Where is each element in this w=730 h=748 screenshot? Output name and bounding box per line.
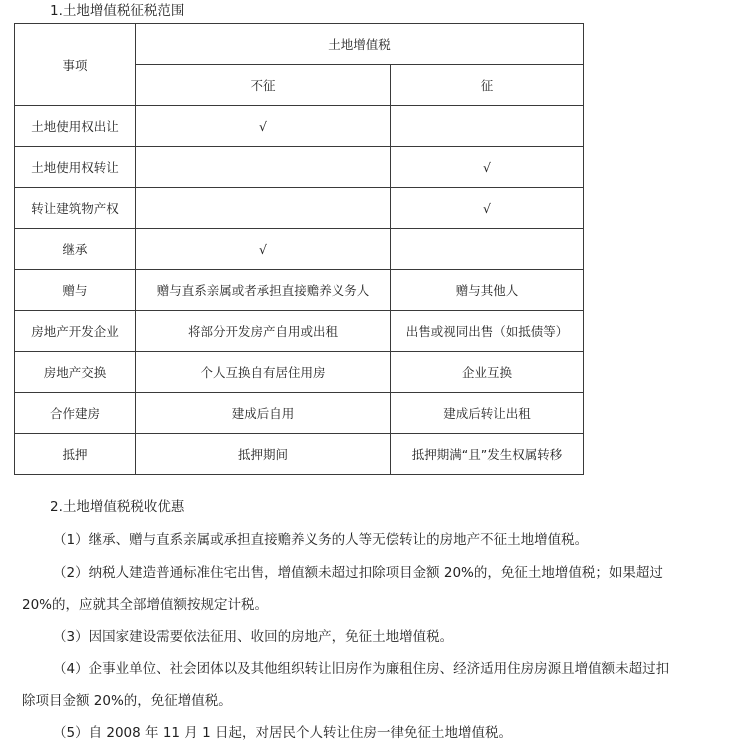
cell-item: 土地使用权出让 bbox=[15, 106, 136, 147]
cell-levied bbox=[391, 229, 584, 270]
cell-item: 抵押 bbox=[15, 434, 136, 475]
tax-scope-table bbox=[14, 23, 584, 475]
cell-not-levied: 建成后自用 bbox=[136, 393, 391, 434]
cell-item: 继承 bbox=[15, 229, 136, 270]
paragraph-3: （3）因国家建设需要依法征用、收回的房地产，免征土地增值税。 bbox=[53, 629, 454, 645]
table-row bbox=[15, 434, 584, 475]
table-row bbox=[15, 311, 584, 352]
cell-not-levied: 个人互换自有居住用房 bbox=[136, 352, 391, 393]
cell-levied: 企业互换 bbox=[391, 352, 584, 393]
cell-not-levied bbox=[136, 147, 391, 188]
cell-not-levied: 将部分开发房产自用或出租 bbox=[136, 311, 391, 352]
paragraph-2-line-1: （2）纳税人建造普通标准住宅出售，增值额未超过扣除项目金额 20%的，免征土地增值税；如果超过 bbox=[53, 565, 663, 581]
header-levied: 征 bbox=[391, 65, 584, 106]
table-row bbox=[15, 147, 584, 188]
cell-item: 土地使用权转让 bbox=[15, 147, 136, 188]
cell-levied: 赠与其他人 bbox=[391, 270, 584, 311]
paragraph-2-line-2: 20%的，应就其全部增值额按规定计税。 bbox=[22, 597, 269, 613]
cell-item: 房地产交换 bbox=[15, 352, 136, 393]
cell-levied: 抵押期满“且”发生权属转移 bbox=[391, 434, 584, 475]
cell-levied: 建成后转让出租 bbox=[391, 393, 584, 434]
table-row bbox=[15, 229, 584, 270]
table-row bbox=[15, 352, 584, 393]
cell-item: 转让建筑物产权 bbox=[15, 188, 136, 229]
cell-not-levied: 赠与直系亲属或者承担直接赡养义务人 bbox=[136, 270, 391, 311]
table-row bbox=[15, 393, 584, 434]
tax-scope-table-body bbox=[15, 24, 584, 475]
header-not-levied: 不征 bbox=[136, 65, 391, 106]
paragraph-4-line-2: 除项目金额 20%的，免征增值税。 bbox=[22, 693, 232, 709]
cell-item: 房地产开发企业 bbox=[15, 311, 136, 352]
cell-item: 赠与 bbox=[15, 270, 136, 311]
header-tax: 土地增值税 bbox=[136, 24, 584, 65]
cell-levied: 出售或视同出售（如抵债等） bbox=[391, 311, 584, 352]
table-row bbox=[15, 270, 584, 311]
header-item: 事项 bbox=[15, 24, 136, 106]
cell-levied: √ bbox=[391, 188, 584, 229]
table-header-row bbox=[15, 24, 584, 65]
table-row bbox=[15, 106, 584, 147]
cell-item: 合作建房 bbox=[15, 393, 136, 434]
cell-not-levied: √ bbox=[136, 229, 391, 270]
paragraph-5: （5）自 2008 年 11 月 1 日起，对居民个人转让住房一律免征土地增值税。 bbox=[53, 725, 512, 741]
cell-levied bbox=[391, 106, 584, 147]
cell-not-levied: √ bbox=[136, 106, 391, 147]
cell-not-levied: 抵押期间 bbox=[136, 434, 391, 475]
paragraph-1: （1）继承、赠与直系亲属或承担直接赡养义务的人等无偿转让的房地产不征土地增值税。 bbox=[53, 532, 589, 548]
section1-title: 1.土地增值税征税范围 bbox=[50, 3, 185, 19]
cell-not-levied bbox=[136, 188, 391, 229]
paragraph-4-line-1: （4）企事业单位、社会团体以及其他组织转让旧房作为廉租住房、经济适用住房房源且增值额未超过扣 bbox=[53, 661, 670, 677]
section2-title: 2.土地增值税税收优惠 bbox=[50, 499, 185, 515]
cell-levied: √ bbox=[391, 147, 584, 188]
table-row bbox=[15, 188, 584, 229]
